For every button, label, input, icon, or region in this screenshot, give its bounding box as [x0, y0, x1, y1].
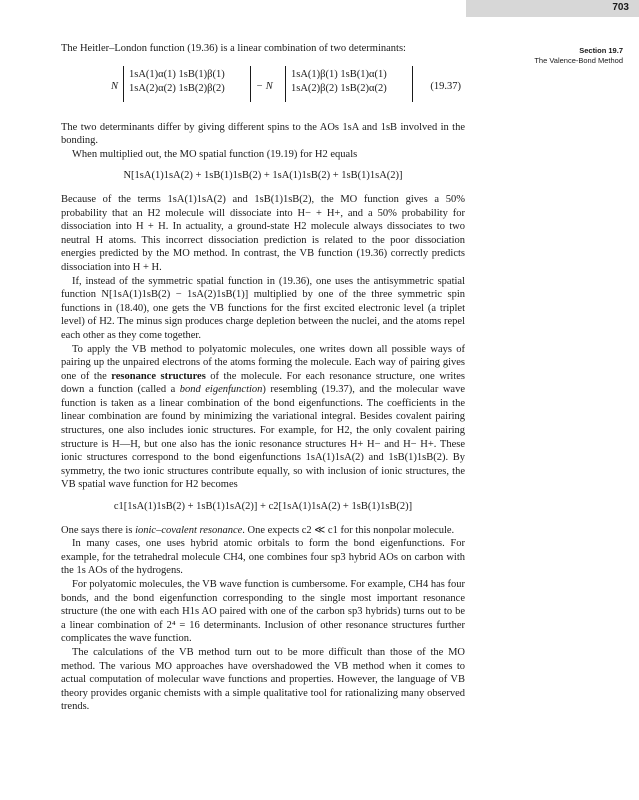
equation-vb-spatial: c1[1sA(1)1sB(2) + 1sB(1)1sA(2)] + c2[1sA(1)1sA(2) + 1sB(1)1sB(2)]: [113, 501, 413, 513]
page-body: [61, 42, 465, 714]
paragraph-4: Because of the terms 1sA(1)1sA(2) and 1sB(1)1sB(2), the MO function gives a 50% probability that an H2 molecule will dissociate into H− + H+, and a 50% probability for dissociation into H + H. In actuality, a ground-state H2 molecule always dissociates to two neutral H atoms. This incorrect dissociation prediction is related to the poor dissociation energies predicted by the MO method. In contrast, the VB function (19.36) correctly predicts dissociation into H + H.: [61, 193, 465, 273]
p6-term-resonance-structures: resonance structures: [111, 370, 206, 382]
equation-mo-spatial: N[1sA(1)1sA(2) + 1sB(1)1sB(2) + 1sA(1)1sB(2) + 1sB(1)1sA(2)]: [123, 170, 403, 182]
section-number: Section 19.7: [579, 46, 623, 55]
equation-number: (19.37): [430, 80, 461, 92]
paragraph-10: The calculations of the VB method turn out to be more difficult than those of the MO method. The various MO approaches have overshadowed the VB method when it comes to actual computation of molecular wave functions and properties. However, the language of VB theory provides organic chemists with a simple qualitative tool for rationalizing many observed trends.: [61, 646, 465, 713]
paragraph-9: For polyatomic molecules, the VB wave function is cumbersome. For example, CH4 has four bonds, and the bond eigenfunction corresponding to the single most important resonance structure (the one with each H1s AO paired with one of the carbon sp3 hybrids) turns out to be a linear combination of 2⁴ = 16 determinants. Inclusion of other resonance structures further complicates the wave function.: [61, 579, 465, 645]
det1-row-1: 1sA(1)α(1) 1sB(1)β(1): [129, 68, 225, 80]
eq-prefix: N: [111, 80, 119, 92]
det2-row-2: 1sA(2)β(2) 1sB(2)α(2): [291, 82, 387, 94]
det2-row-1: 1sA(1)β(1) 1sB(1)α(1): [291, 68, 387, 80]
paragraph-2: The two determinants differ by giving different spins to the AOs 1sA and 1sB involved in the bonding.: [61, 121, 465, 147]
p6-text-a: To apply the VB method to polyatomic molecules, one writes down all possible ways of pairing up the unpaired electrons of the atoms forming the molecule. Each way of pairing gives one of the: [61, 343, 465, 382]
paragraph-5: If, instead of the symmetric spatial function in (19.36), one uses the antisymmetric spatial function N[1sA(1)1sB(2) − 1sA(2)1sB(1)] multiplied by one of the three symmetric spin functions in (18.40), one gets the VB functions for the first excited electronic level (a triplet level) of H2. The minus sign produces charge depletion between the nuclei, and the atoms repel each other as they come together.: [61, 275, 465, 341]
p7-text-b: . One expects c2 ≪ c1 for this nonpolar molecule.: [242, 524, 455, 536]
paragraph-8: In many cases, one uses hybrid atomic orbitals to form the bond eigenfunctions. For example, for the tetrahedral molecule CH4, one combines four sp3 hybrid AOs on carbon with the 1s AOs of the hydrogens.: [61, 538, 465, 577]
paragraph-6: [61, 343, 465, 493]
paragraph-1: The Heitler–London function (19.36) is a linear combination of two determinants:: [61, 43, 406, 54]
eq-minus: − N: [256, 80, 273, 92]
p6-text-c: ) resembling (19.37), and the molecular wave function is taken as a linear combination of the bond eigenfunctions. The coefficients in the linear combination are found by minimizing the variational integral. Besides covalent pairing structures, one also includes ionic structures. For example, for H2, the only covalent pairing structure is H—H, but one also has the ionic resonance structures H+ H− and H− H+. These ionic structures correspond to the bond eigenfunctions 1sA(1)1sA(2) and 1sB(1)1sB(2). By symmetry, the two ionic structures contribute equally, so with inclusion of ionic structures, the VB spatial wave function for H2 becomes: [61, 384, 465, 491]
determinant-1: [123, 66, 251, 102]
p6-text-b: of the molecule. For each resonance structure, one writes down a function (called a: [61, 370, 466, 396]
section-label: [534, 46, 623, 66]
equation-19-37: [61, 60, 465, 116]
det1-row-2: 1sA(2)α(2) 1sB(2)β(2): [129, 82, 225, 94]
page-number: 703: [612, 2, 629, 13]
p7-text-a: One says there is: [61, 524, 136, 536]
p6-term-bond-eigenfunction: bond eigenfunction: [179, 384, 263, 396]
determinant-2: [285, 66, 413, 102]
page-header-bar: [466, 0, 639, 17]
paragraph-3: When multiplied out, the MO spatial function (19.19) for H2 equals: [72, 148, 358, 160]
paragraph-7: [61, 524, 465, 538]
p7-term-ionic-covalent: ionic–covalent resonance: [135, 524, 243, 536]
section-title: The Valence-Bond Method: [534, 56, 623, 65]
